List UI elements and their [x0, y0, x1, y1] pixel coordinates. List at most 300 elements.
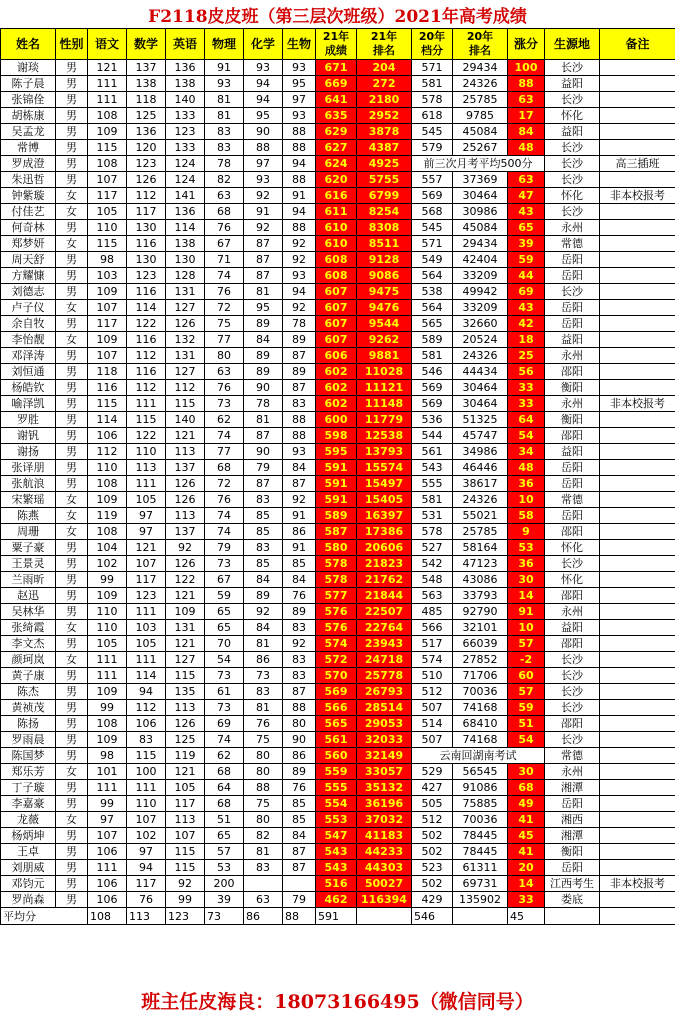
table-cell: 514: [412, 716, 453, 732]
table-row: [1, 844, 675, 860]
remark-cell: 高三插班: [600, 156, 675, 172]
table-cell: 87: [244, 476, 283, 492]
table-cell: 510: [412, 668, 453, 684]
table-cell: 男: [56, 604, 88, 620]
average-empty-cell: [600, 908, 675, 925]
table-cell: 115: [166, 860, 205, 876]
table-cell: 485: [412, 604, 453, 620]
gain-cell: 25: [508, 348, 545, 364]
student-name-cell: 张锦佺: [1, 92, 56, 108]
table-cell: 78: [283, 316, 316, 332]
table-cell: 男: [56, 668, 88, 684]
table-cell: 138: [166, 76, 205, 92]
gain-cell: -2: [508, 652, 545, 668]
table-cell: 男: [56, 828, 88, 844]
column-header: 英语: [166, 29, 205, 60]
gain-cell: 17: [508, 108, 545, 124]
table-cell: 89: [283, 604, 316, 620]
table-cell: 岳阳: [545, 316, 600, 332]
table-cell: 男: [56, 684, 88, 700]
table-row: [1, 428, 675, 444]
table-row: [1, 396, 675, 412]
table-cell: 长沙: [545, 652, 600, 668]
table-cell: 92: [283, 636, 316, 652]
table-cell: 115: [127, 412, 166, 428]
table-cell: 93: [244, 172, 283, 188]
gain-cell: 33: [508, 396, 545, 412]
student-name-cell: 刘德志: [1, 284, 56, 300]
table-cell: 79: [205, 540, 244, 556]
remark-cell: [600, 892, 675, 908]
table-cell: 62: [205, 748, 244, 764]
table-row: [1, 636, 675, 652]
table-row: [1, 604, 675, 620]
average-cell: [453, 908, 508, 925]
table-cell: 87: [283, 348, 316, 364]
table-cell: 108: [88, 716, 127, 732]
table-cell: 121: [166, 428, 205, 444]
table-cell: 87: [283, 860, 316, 876]
table-cell: 114: [127, 668, 166, 684]
score-2021-cell: 641: [316, 92, 357, 108]
table-cell: 92: [244, 604, 283, 620]
rank-2021-cell: 37032: [357, 812, 412, 828]
table-cell: 24326: [453, 348, 508, 364]
table-cell: 67: [205, 236, 244, 252]
table-row: [1, 332, 675, 348]
table-cell: 87: [283, 844, 316, 860]
table-row: [1, 444, 675, 460]
table-row: [1, 716, 675, 732]
table-cell: 89: [244, 364, 283, 380]
table-cell: 女: [56, 492, 88, 508]
table-cell: 581: [412, 492, 453, 508]
table-cell: 109: [88, 684, 127, 700]
table-cell: 92: [244, 220, 283, 236]
table-cell: 115: [88, 140, 127, 156]
table-cell: 永州: [545, 604, 600, 620]
table-cell: 581: [412, 76, 453, 92]
table-cell: 135902: [453, 892, 508, 908]
gain-cell: 18: [508, 332, 545, 348]
column-header: 20年 排名: [453, 29, 508, 60]
table-cell: 83: [283, 620, 316, 636]
table-cell: 83: [205, 140, 244, 156]
average-row: [1, 908, 675, 925]
table-cell: 531: [412, 508, 453, 524]
rank-2021-cell: 28514: [357, 700, 412, 716]
table-cell: 131: [166, 620, 205, 636]
table-cell: 长沙: [545, 156, 600, 172]
table-row: [1, 92, 675, 108]
score-2021-cell: 569: [316, 684, 357, 700]
score-2021-cell: 608: [316, 252, 357, 268]
rank-2021-cell: 11028: [357, 364, 412, 380]
table-cell: 长沙: [545, 668, 600, 684]
table-cell: 47123: [453, 556, 508, 572]
table-cell: 125: [127, 108, 166, 124]
score-2021-cell: 561: [316, 732, 357, 748]
table-cell: 江西考生: [545, 876, 600, 892]
table-cell: 女: [56, 300, 88, 316]
rank-2021-cell: 32149: [357, 748, 412, 764]
table-cell: 126: [166, 716, 205, 732]
student-name-cell: 李文杰: [1, 636, 56, 652]
table-cell: 568: [412, 204, 453, 220]
table-cell: 邵阳: [545, 364, 600, 380]
average-cell: 108: [88, 908, 127, 925]
rank-2021-cell: 15574: [357, 460, 412, 476]
table-cell: 84: [283, 572, 316, 588]
table-row: [1, 188, 675, 204]
gain-cell: 30: [508, 764, 545, 780]
remark-cell: [600, 172, 675, 188]
table-cell: 111: [127, 476, 166, 492]
score-2021-cell: 462: [316, 892, 357, 908]
table-cell: 常德: [545, 748, 600, 764]
table-cell: 122: [166, 572, 205, 588]
column-header: 生物: [283, 29, 316, 60]
table-row: [1, 764, 675, 780]
table-cell: 76: [283, 780, 316, 796]
table-cell: 88: [244, 140, 283, 156]
table-cell: 115: [88, 236, 127, 252]
table-cell: 女: [56, 204, 88, 220]
table-cell: [244, 876, 283, 892]
table-cell: 91: [283, 540, 316, 556]
table-cell: 男: [56, 156, 88, 172]
remark-cell: [600, 652, 675, 668]
score-2021-cell: 607: [316, 316, 357, 332]
table-cell: 怀化: [545, 572, 600, 588]
table-cell: 93: [283, 268, 316, 284]
remark-cell: [600, 332, 675, 348]
score-2021-cell: 570: [316, 668, 357, 684]
score-2021-cell: 580: [316, 540, 357, 556]
table-cell: 84: [244, 572, 283, 588]
table-cell: 男: [56, 572, 88, 588]
table-cell: 32101: [453, 620, 508, 636]
table-cell: 578: [412, 92, 453, 108]
table-cell: 113: [166, 812, 205, 828]
table-cell: 106: [88, 844, 127, 860]
table-cell: 76: [205, 284, 244, 300]
student-name-cell: 陈国梦: [1, 748, 56, 764]
table-row: [1, 236, 675, 252]
table-cell: 112: [127, 380, 166, 396]
table-cell: 86: [283, 524, 316, 540]
student-name-cell: 张航浪: [1, 476, 56, 492]
table-cell: 84: [283, 828, 316, 844]
remark-cell: [600, 60, 675, 76]
table-cell: 107: [127, 556, 166, 572]
table-cell: 男: [56, 428, 88, 444]
student-name-cell: 张绮霞: [1, 620, 56, 636]
gain-cell: 59: [508, 252, 545, 268]
student-name-cell: 赵迅: [1, 588, 56, 604]
table-cell: 72: [205, 300, 244, 316]
table-cell: 长沙: [545, 172, 600, 188]
remark-cell: [600, 236, 675, 252]
table-row: [1, 540, 675, 556]
table-cell: 110: [127, 444, 166, 460]
table-cell: 112: [127, 188, 166, 204]
table-cell: 男: [56, 860, 88, 876]
table-cell: 130: [127, 220, 166, 236]
table-cell: 92: [166, 876, 205, 892]
gain-cell: 44: [508, 268, 545, 284]
score-2021-cell: 600: [316, 412, 357, 428]
student-name-cell: 刘恒通: [1, 364, 56, 380]
table-cell: 男: [56, 220, 88, 236]
table-cell: 90: [244, 380, 283, 396]
table-cell: 123: [166, 124, 205, 140]
score-2021-cell: 572: [316, 652, 357, 668]
table-cell: 24326: [453, 76, 508, 92]
table-row: [1, 348, 675, 364]
table-cell: 湘西: [545, 812, 600, 828]
gain-cell: 10: [508, 620, 545, 636]
table-row: [1, 556, 675, 572]
table-cell: 104: [88, 540, 127, 556]
table-cell: 44434: [453, 364, 508, 380]
table-cell: 湘潭: [545, 780, 600, 796]
average-cell: 113: [127, 908, 166, 925]
table-cell: 岳阳: [545, 300, 600, 316]
column-header: 备注: [600, 29, 675, 60]
student-name-cell: 谢琰: [1, 60, 56, 76]
student-name-cell: 邓钧元: [1, 876, 56, 892]
table-cell: 94: [283, 156, 316, 172]
table-cell: 109: [88, 732, 127, 748]
remark-cell: [600, 524, 675, 540]
table-cell: 126: [166, 492, 205, 508]
table-cell: 74: [205, 732, 244, 748]
table-row: [1, 588, 675, 604]
rank-2021-cell: 29053: [357, 716, 412, 732]
table-cell: 25785: [453, 524, 508, 540]
table-cell: 564: [412, 268, 453, 284]
table-cell: 85: [244, 556, 283, 572]
table-cell: 115: [166, 844, 205, 860]
table-cell: 97: [244, 156, 283, 172]
table-cell: 61311: [453, 860, 508, 876]
table-cell: 岳阳: [545, 476, 600, 492]
remark-cell: [600, 844, 675, 860]
table-row: [1, 684, 675, 700]
table-row: [1, 380, 675, 396]
table-cell: 30464: [453, 396, 508, 412]
table-cell: 93: [205, 76, 244, 92]
table-cell: [283, 876, 316, 892]
table-cell: 121: [166, 764, 205, 780]
table-cell: 136: [166, 204, 205, 220]
table-cell: 126: [127, 172, 166, 188]
remark-cell: [600, 764, 675, 780]
table-cell: 33209: [453, 268, 508, 284]
table-cell: 女: [56, 524, 88, 540]
rank-2021-cell: 9262: [357, 332, 412, 348]
table-cell: 574: [412, 652, 453, 668]
student-name-cell: 郑乐芳: [1, 764, 56, 780]
table-cell: 94: [127, 684, 166, 700]
student-name-cell: 罗尚森: [1, 892, 56, 908]
gain-cell: 10: [508, 492, 545, 508]
table-cell: 569: [412, 396, 453, 412]
rank-2021-cell: 22764: [357, 620, 412, 636]
table-cell: 107: [166, 828, 205, 844]
table-cell: 110: [88, 460, 127, 476]
table-cell: 107: [127, 812, 166, 828]
average-cell: [357, 908, 412, 925]
gain-cell: 68: [508, 780, 545, 796]
table-cell: 30986: [453, 204, 508, 220]
table-cell: 563: [412, 588, 453, 604]
table-cell: 39: [205, 892, 244, 908]
table-row: [1, 268, 675, 284]
score-2021-cell: 620: [316, 172, 357, 188]
table-cell: 88: [283, 140, 316, 156]
table-cell: 121: [127, 540, 166, 556]
table-cell: 74: [205, 268, 244, 284]
table-cell: 565: [412, 316, 453, 332]
gain-cell: 14: [508, 588, 545, 604]
remark-cell: 非本校报考: [600, 876, 675, 892]
table-cell: 男: [56, 108, 88, 124]
remark-cell: [600, 780, 675, 796]
table-cell: 140: [166, 412, 205, 428]
table-cell: 128: [166, 268, 205, 284]
student-name-cell: 谢钒: [1, 428, 56, 444]
rank-2021-cell: 9476: [357, 300, 412, 316]
table-cell: 85: [283, 812, 316, 828]
table-cell: 68410: [453, 716, 508, 732]
table-cell: 108: [88, 108, 127, 124]
table-cell: 113: [127, 460, 166, 476]
table-cell: 124: [166, 172, 205, 188]
table-row: [1, 796, 675, 812]
table-cell: 81: [244, 844, 283, 860]
table-cell: 51: [205, 812, 244, 828]
score-2021-cell: 555: [316, 780, 357, 796]
table-cell: 男: [56, 476, 88, 492]
remark-cell: [600, 204, 675, 220]
rank-2021-cell: 21823: [357, 556, 412, 572]
table-row: [1, 700, 675, 716]
gain-cell: 88: [508, 76, 545, 92]
table-body: [1, 60, 675, 925]
gain-cell: 53: [508, 540, 545, 556]
table-cell: 95: [244, 108, 283, 124]
table-row: [1, 892, 675, 908]
rank-2021-cell: 5755: [357, 172, 412, 188]
table-cell: 118: [127, 92, 166, 108]
remark-cell: [600, 364, 675, 380]
table-cell: 男: [56, 700, 88, 716]
rank-2021-cell: 15497: [357, 476, 412, 492]
table-row: [1, 220, 675, 236]
table-cell: 76: [205, 220, 244, 236]
table-cell: 141: [166, 188, 205, 204]
student-name-cell: 吴林华: [1, 604, 56, 620]
table-cell: 男: [56, 732, 88, 748]
table-cell: 112: [127, 700, 166, 716]
table-cell: 65: [205, 620, 244, 636]
table-cell: 89: [283, 764, 316, 780]
table-cell: 58164: [453, 540, 508, 556]
table-cell: 63: [244, 892, 283, 908]
table-cell: 579: [412, 140, 453, 156]
remark-cell: [600, 812, 675, 828]
table-cell: 527: [412, 540, 453, 556]
student-name-cell: 钟紫璇: [1, 188, 56, 204]
table-cell: 109: [88, 332, 127, 348]
table-cell: 男: [56, 556, 88, 572]
table-cell: 126: [166, 476, 205, 492]
table-cell: 长沙: [545, 684, 600, 700]
table-row: [1, 412, 675, 428]
table-cell: 84: [283, 460, 316, 476]
table-cell: 106: [88, 876, 127, 892]
table-cell: 永州: [545, 220, 600, 236]
table-cell: 110: [88, 604, 127, 620]
score-2021-cell: 671: [316, 60, 357, 76]
table-cell: 99: [88, 796, 127, 812]
table-cell: 115: [88, 396, 127, 412]
table-cell: 78445: [453, 844, 508, 860]
student-name-cell: 黄祯茂: [1, 700, 56, 716]
table-cell: 105: [127, 492, 166, 508]
table-cell: 75: [244, 732, 283, 748]
remark-cell: [600, 572, 675, 588]
table-cell: 544: [412, 428, 453, 444]
gain-cell: 91: [508, 604, 545, 620]
table-cell: 107: [88, 172, 127, 188]
gain-cell: 39: [508, 236, 545, 252]
gain-cell: 63: [508, 172, 545, 188]
table-cell: 112: [127, 348, 166, 364]
student-name-cell: 李嘉豪: [1, 796, 56, 812]
table-cell: 78: [205, 156, 244, 172]
table-row: [1, 748, 675, 764]
remark-cell: [600, 556, 675, 572]
column-header: 生源地: [545, 29, 600, 60]
student-name-cell: 罗胜: [1, 412, 56, 428]
table-cell: 71: [205, 252, 244, 268]
table-cell: 127: [166, 652, 205, 668]
table-cell: 长沙: [545, 700, 600, 716]
score-2021-cell: 602: [316, 396, 357, 412]
table-cell: 男: [56, 540, 88, 556]
table-cell: 怀化: [545, 540, 600, 556]
table-cell: 93: [283, 108, 316, 124]
rank-2021-cell: 9086: [357, 268, 412, 284]
table-cell: 102: [88, 556, 127, 572]
gain-cell: 48: [508, 460, 545, 476]
rank-2021-cell: 8511: [357, 236, 412, 252]
table-cell: 38617: [453, 476, 508, 492]
table-cell: 105: [88, 636, 127, 652]
average-cell: 45: [508, 908, 545, 925]
average-cell: 73: [205, 908, 244, 925]
table-cell: 90: [283, 732, 316, 748]
table-cell: 女: [56, 236, 88, 252]
table-cell: 105: [166, 780, 205, 796]
remark-cell: [600, 428, 675, 444]
table-cell: 45084: [453, 220, 508, 236]
table-cell: 106: [127, 716, 166, 732]
table-cell: 110: [88, 620, 127, 636]
